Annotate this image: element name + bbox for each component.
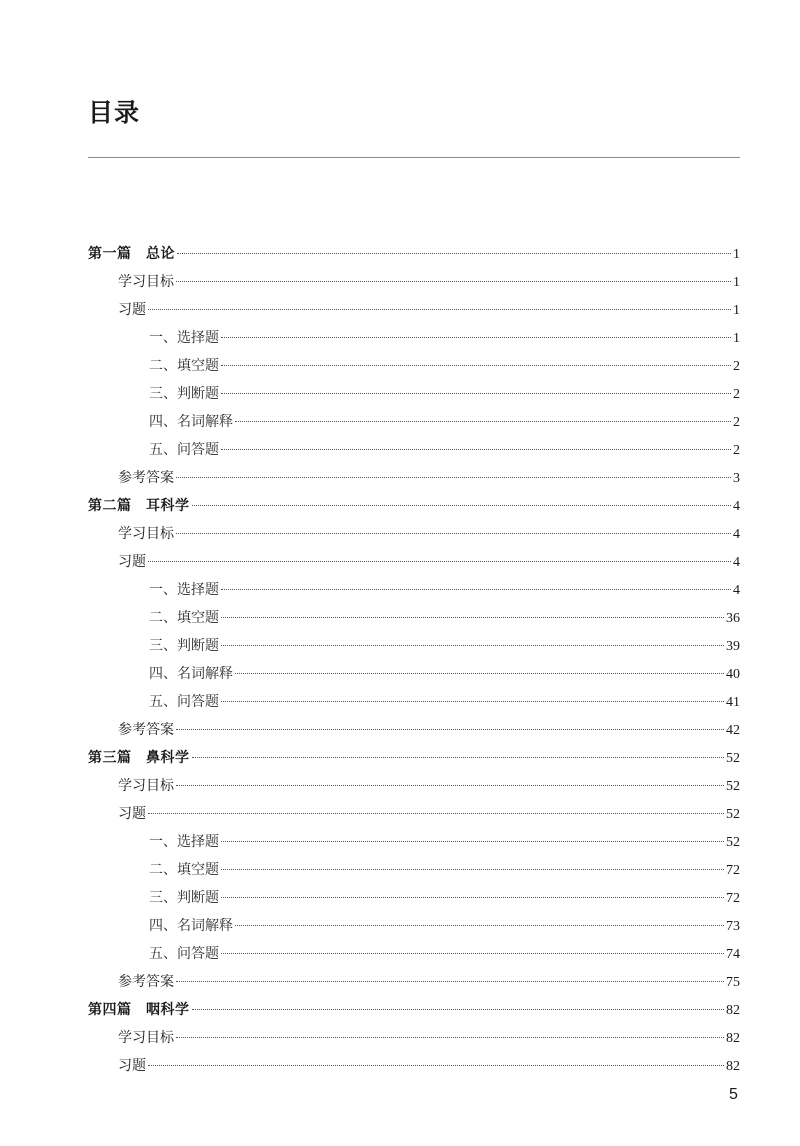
- toc-part-entry[interactable]: [88, 996, 740, 1024]
- toc-entry-page: 1: [733, 247, 740, 262]
- toc-entry-label: 第二篇 耳科学: [88, 498, 190, 514]
- toc-entry-page: 1: [733, 303, 740, 318]
- toc-entry-page: 42: [726, 723, 740, 738]
- toc-dot-leader: [221, 953, 724, 954]
- toc-dot-leader: [176, 477, 731, 478]
- toc-section-entry[interactable]: [88, 968, 740, 996]
- toc-entry-page: 73: [726, 919, 740, 934]
- toc-subsection-entry[interactable]: [88, 576, 740, 604]
- toc-entry-page: 75: [726, 975, 740, 990]
- toc-dot-leader: [221, 701, 724, 702]
- toc-part-entry[interactable]: [88, 240, 740, 268]
- toc-entry-label: 三、判断题: [149, 890, 219, 906]
- toc-dot-leader: [192, 1009, 725, 1010]
- toc-entry-page: 4: [733, 527, 740, 542]
- toc-section-entry[interactable]: [88, 1024, 740, 1052]
- toc-entry-label: 三、判断题: [149, 638, 219, 654]
- toc-entry-page: 72: [726, 863, 740, 878]
- toc-part-entry[interactable]: [88, 492, 740, 520]
- toc-part-entry[interactable]: [88, 744, 740, 772]
- toc-dot-leader: [192, 757, 725, 758]
- toc-entry-page: 52: [726, 779, 740, 794]
- toc-entry-label: 五、问答题: [149, 946, 219, 962]
- toc-dot-leader: [221, 897, 724, 898]
- toc-subsection-entry[interactable]: [88, 912, 740, 940]
- toc-entry-page: 41: [726, 695, 740, 710]
- toc-entry-page: 72: [726, 891, 740, 906]
- page-title: 目录: [88, 98, 141, 127]
- toc-entry-label: 一、选择题: [149, 834, 219, 850]
- toc-dot-leader: [221, 645, 724, 646]
- toc-entry-page: 82: [726, 1031, 740, 1046]
- toc-subsection-entry[interactable]: [88, 604, 740, 632]
- toc-subsection-entry[interactable]: [88, 632, 740, 660]
- title-divider: [88, 157, 740, 158]
- toc-entry-label: 二、填空题: [149, 862, 219, 878]
- toc-section-entry[interactable]: [88, 464, 740, 492]
- toc-section-entry[interactable]: [88, 1052, 740, 1080]
- toc-entry-page: 52: [726, 807, 740, 822]
- toc-subsection-entry[interactable]: [88, 352, 740, 380]
- toc-entry-label: 一、选择题: [149, 330, 219, 346]
- toc-entry-label: 学习目标: [118, 1030, 174, 1046]
- table-of-contents: [88, 240, 740, 1080]
- toc-section-entry[interactable]: [88, 520, 740, 548]
- toc-entry-label: 学习目标: [118, 274, 174, 290]
- toc-dot-leader: [221, 841, 724, 842]
- toc-subsection-entry[interactable]: [88, 380, 740, 408]
- toc-entry-label: 五、问答题: [149, 442, 219, 458]
- toc-entry-label: 三、判断题: [149, 386, 219, 402]
- toc-entry-page: 4: [733, 555, 740, 570]
- toc-dot-leader: [148, 813, 724, 814]
- toc-entry-label: 四、名词解释: [149, 414, 233, 430]
- toc-dot-leader: [235, 925, 724, 926]
- toc-dot-leader: [176, 1037, 724, 1038]
- toc-dot-leader: [176, 981, 724, 982]
- toc-entry-label: 第一篇 总论: [88, 246, 175, 262]
- toc-entry-label: 参考答案: [118, 470, 174, 486]
- toc-entry-page: 2: [733, 359, 740, 374]
- toc-entry-page: 39: [726, 639, 740, 654]
- toc-dot-leader: [221, 589, 731, 590]
- toc-entry-label: 学习目标: [118, 526, 174, 542]
- toc-subsection-entry[interactable]: [88, 660, 740, 688]
- toc-subsection-entry[interactable]: [88, 884, 740, 912]
- toc-section-entry[interactable]: [88, 772, 740, 800]
- toc-entry-page: 52: [726, 751, 740, 766]
- toc-entry-label: 四、名词解释: [149, 666, 233, 682]
- toc-subsection-entry[interactable]: [88, 940, 740, 968]
- toc-entry-label: 参考答案: [118, 722, 174, 738]
- toc-dot-leader: [221, 393, 731, 394]
- toc-dot-leader: [176, 785, 724, 786]
- toc-entry-page: 2: [733, 443, 740, 458]
- toc-entry-page: 52: [726, 835, 740, 850]
- toc-subsection-entry[interactable]: [88, 856, 740, 884]
- toc-entry-page: 1: [733, 331, 740, 346]
- toc-subsection-entry[interactable]: [88, 324, 740, 352]
- toc-dot-leader: [221, 617, 724, 618]
- toc-dot-leader: [235, 421, 731, 422]
- toc-section-entry[interactable]: [88, 268, 740, 296]
- toc-entry-label: 习题: [118, 1058, 146, 1074]
- toc-dot-leader: [148, 561, 731, 562]
- toc-entry-label: 第三篇 鼻科学: [88, 750, 190, 766]
- toc-entry-label: 一、选择题: [149, 582, 219, 598]
- toc-entry-page: 82: [726, 1059, 740, 1074]
- toc-entry-page: 4: [733, 583, 740, 598]
- toc-dot-leader: [176, 281, 731, 282]
- toc-entry-label: 习题: [118, 806, 146, 822]
- toc-entry-page: 2: [733, 415, 740, 430]
- toc-entry-label: 二、填空题: [149, 610, 219, 626]
- page-number: 5: [729, 1086, 738, 1103]
- toc-entry-label: 第四篇 咽科学: [88, 1002, 190, 1018]
- toc-dot-leader: [192, 505, 732, 506]
- toc-dot-leader: [176, 729, 724, 730]
- toc-entry-page: 74: [726, 947, 740, 962]
- toc-entry-page: 36: [726, 611, 740, 626]
- toc-entry-label: 习题: [118, 302, 146, 318]
- toc-dot-leader: [148, 309, 731, 310]
- toc-entry-label: 学习目标: [118, 778, 174, 794]
- toc-subsection-entry[interactable]: [88, 828, 740, 856]
- toc-entry-label: 参考答案: [118, 974, 174, 990]
- toc-subsection-entry[interactable]: [88, 688, 740, 716]
- toc-dot-leader: [221, 449, 731, 450]
- toc-entry-page: 4: [733, 499, 740, 514]
- toc-section-entry[interactable]: [88, 800, 740, 828]
- toc-dot-leader: [177, 253, 731, 254]
- toc-dot-leader: [221, 337, 731, 338]
- toc-entry-label: 二、填空题: [149, 358, 219, 374]
- toc-subsection-entry[interactable]: [88, 408, 740, 436]
- toc-section-entry[interactable]: [88, 548, 740, 576]
- toc-entry-page: 3: [733, 471, 740, 486]
- toc-dot-leader: [221, 365, 731, 366]
- toc-entry-page: 82: [726, 1003, 740, 1018]
- toc-dot-leader: [148, 1065, 724, 1066]
- toc-entry-label: 习题: [118, 554, 146, 570]
- toc-section-entry[interactable]: [88, 296, 740, 324]
- toc-entry-label: 五、问答题: [149, 694, 219, 710]
- toc-entry-page: 1: [733, 275, 740, 290]
- toc-section-entry[interactable]: [88, 716, 740, 744]
- toc-dot-leader: [235, 673, 724, 674]
- toc-entry-label: 四、名词解释: [149, 918, 233, 934]
- toc-dot-leader: [176, 533, 731, 534]
- toc-entry-page: 40: [726, 667, 740, 682]
- toc-subsection-entry[interactable]: [88, 436, 740, 464]
- toc-dot-leader: [221, 869, 724, 870]
- toc-entry-page: 2: [733, 387, 740, 402]
